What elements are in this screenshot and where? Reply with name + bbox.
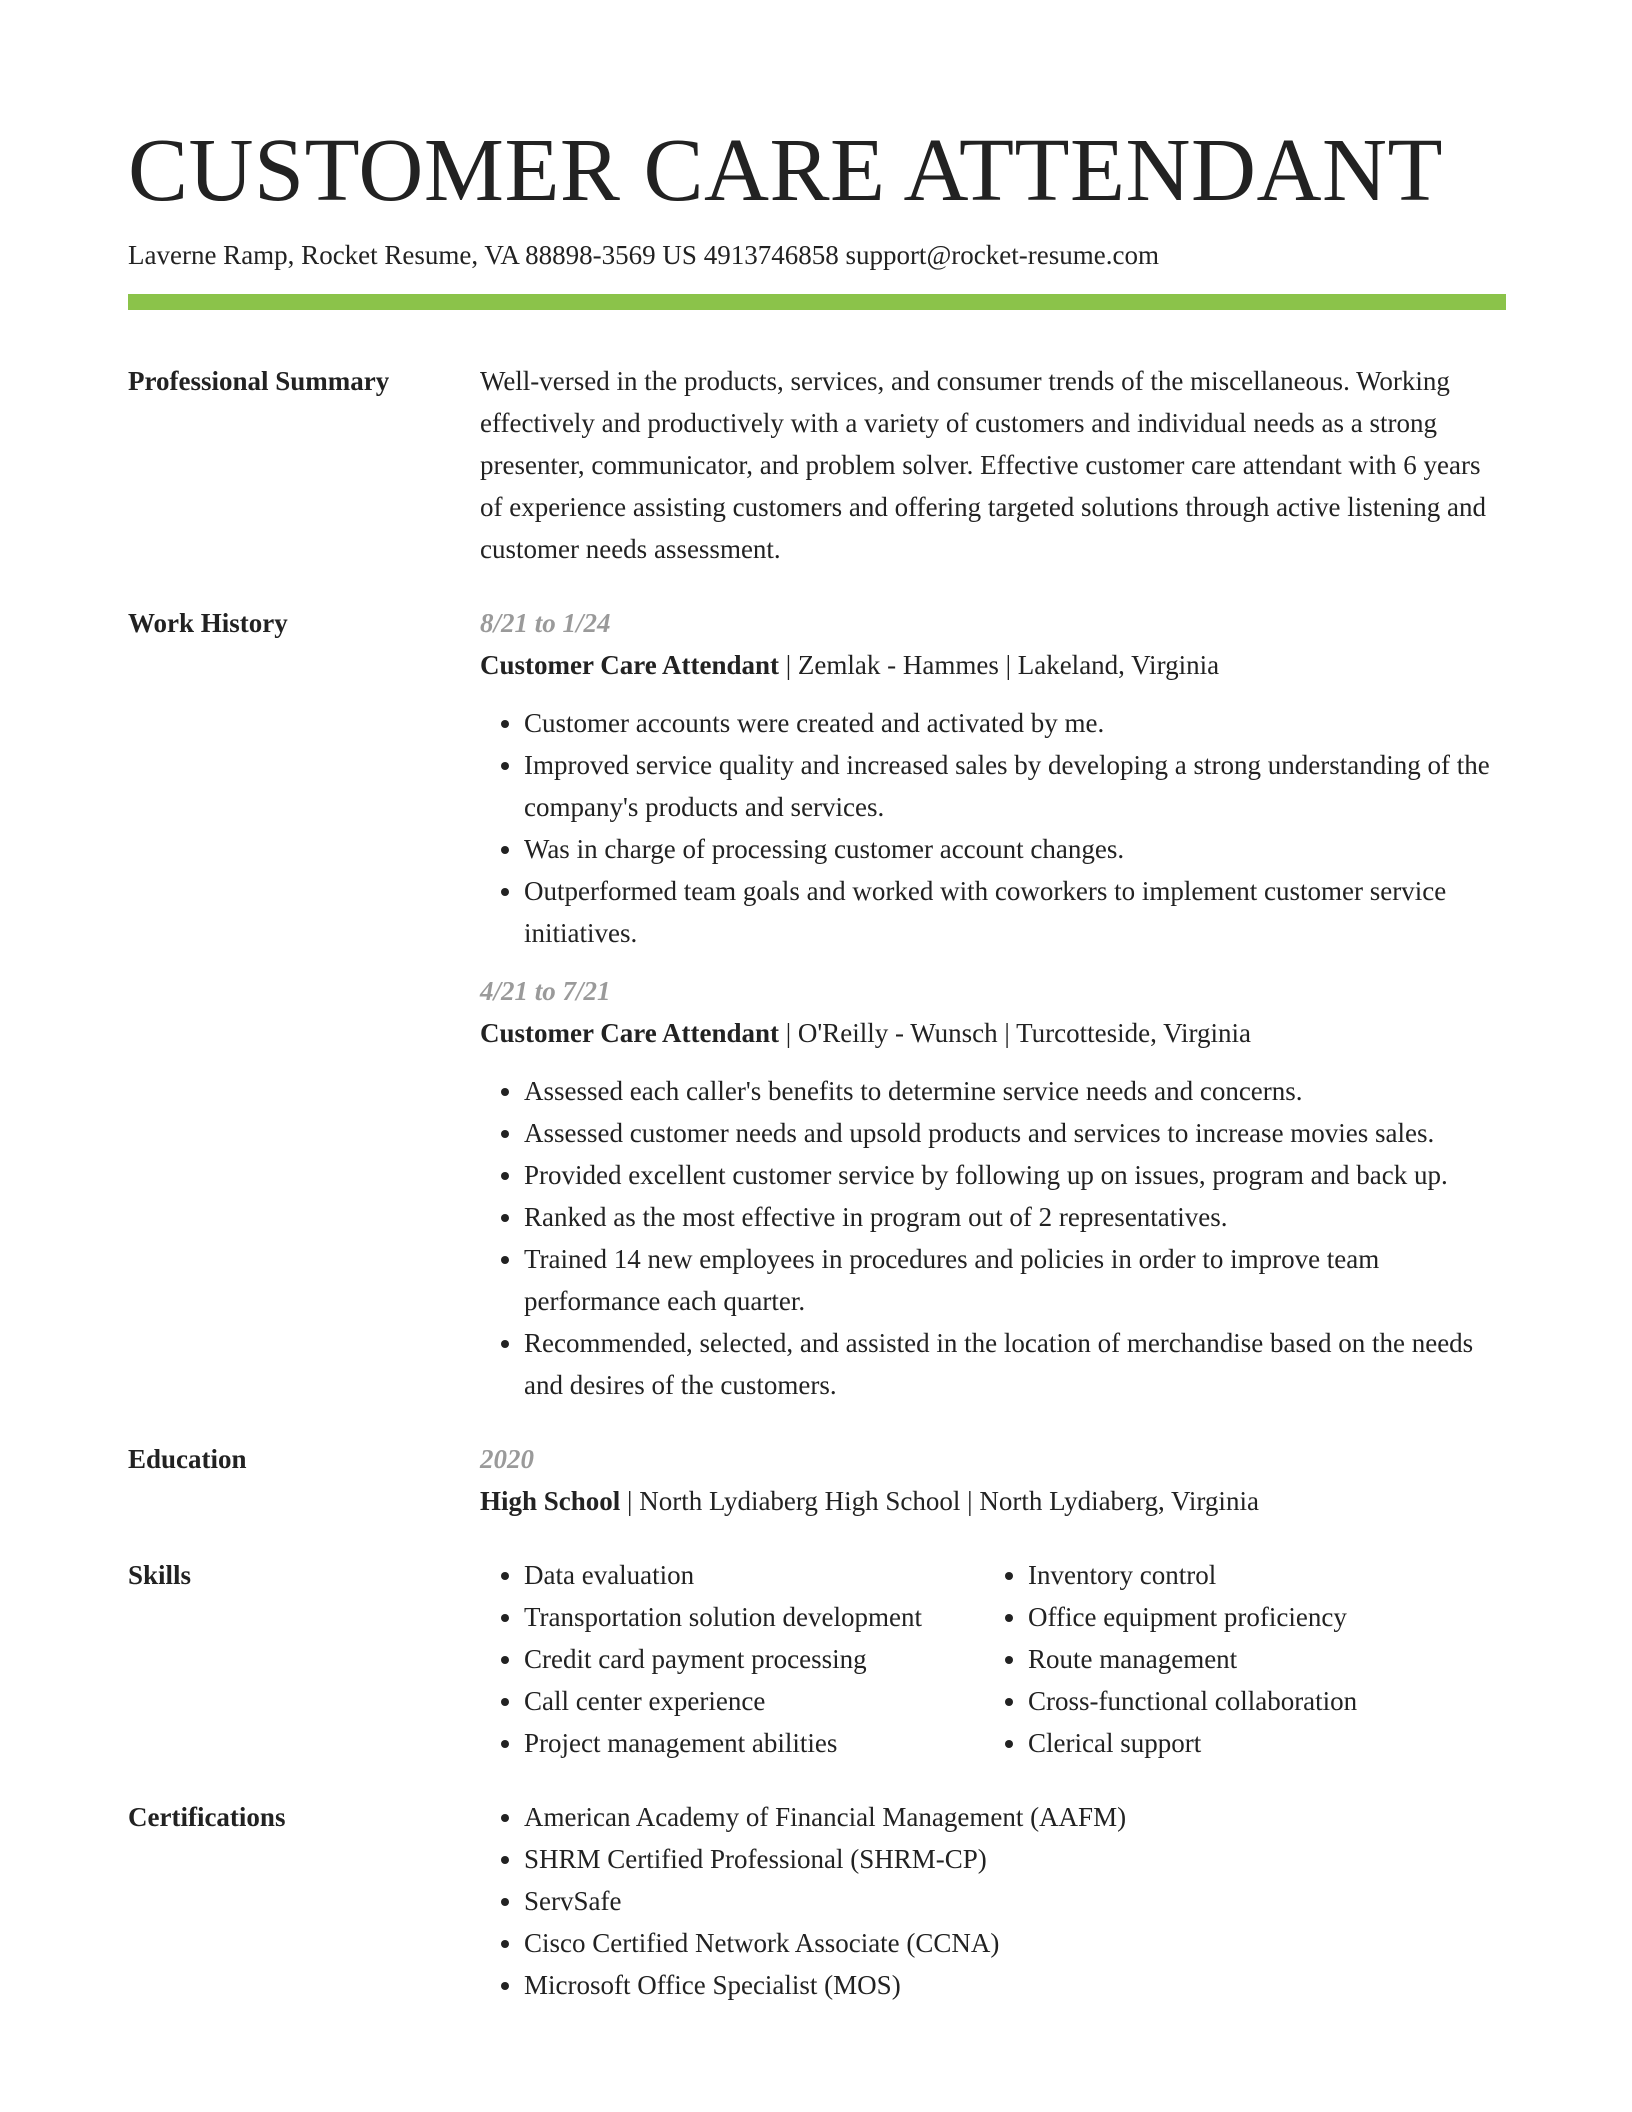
- job-title-line: [480, 1012, 1506, 1054]
- summary-section: [128, 360, 1506, 570]
- list-item: • Inventory control: [1028, 1554, 1506, 1596]
- job-bullets: [480, 702, 1506, 954]
- skills-columns: [480, 1554, 1506, 1764]
- list-item: • SHRM Certified Professional (SHRM-CP): [524, 1838, 1506, 1880]
- section-body: [480, 602, 1506, 1406]
- job-employer-location: | O'Reilly - Wunsch | Turcotteside, Virginia: [778, 1018, 1251, 1048]
- list-item: • Provided excellent customer service by following up on issues, program and back up.: [524, 1154, 1506, 1196]
- education-school-location: | North Lydiaberg High School | North Lydiaberg, Virginia: [620, 1486, 1259, 1516]
- summary-text: Well-versed in the products, services, and consumer trends of the miscellaneous. Working effectively and productively with a variety of customers and individual needs as a strong presenter, communicator, and problem solver. Effective customer care attendant with 6 years of experience assisting customers and offering targeted solutions through active listening and customer needs assessment.: [480, 366, 1487, 564]
- section-heading: Certifications: [128, 1802, 286, 1832]
- list-item: • Credit card payment processing: [524, 1638, 984, 1680]
- skills-section: [128, 1554, 1506, 1764]
- list-item: • Ranked as the most effective in program out of 2 representatives.: [524, 1196, 1506, 1238]
- job-role: Customer Care Attendant: [480, 650, 779, 680]
- certifications-section: [128, 1796, 1506, 2006]
- section-heading: Skills: [128, 1560, 192, 1590]
- job-entry: [480, 602, 1506, 954]
- list-item: • Recommended, selected, and assisted in the location of merchandise based on the needs and desires of the customers.: [524, 1322, 1506, 1406]
- education-line: [480, 1480, 1506, 1522]
- list-item: • Customer accounts were created and activated by me.: [524, 702, 1506, 744]
- list-item: • Project management abilities: [524, 1722, 984, 1764]
- section-body: [480, 360, 1506, 570]
- list-item: • American Academy of Financial Management (AAFM): [524, 1796, 1506, 1838]
- list-item: • Assessed customer needs and upsold products and services to increase movies sales.: [524, 1112, 1506, 1154]
- list-item: • Data evaluation: [524, 1554, 984, 1596]
- list-item: • Trained 14 new employees in procedures and policies in order to improve team performance each quarter.: [524, 1238, 1506, 1322]
- job-dates: 8/21 to 1/24: [480, 608, 611, 638]
- resume-title: CUSTOMER CARE ATTENDANT: [128, 121, 1443, 220]
- skills-list-left: [480, 1554, 984, 1764]
- list-item: • Outperformed team goals and worked with coworkers to implement customer service initiatives.: [524, 870, 1506, 954]
- resume-page: [128, 0, 1506, 2006]
- list-item: • Office equipment proficiency: [1028, 1596, 1506, 1638]
- job-employer-location: | Zemlak - Hammes | Lakeland, Virginia: [778, 650, 1220, 680]
- list-item: • Transportation solution development: [524, 1596, 984, 1638]
- job-role: Customer Care Attendant: [480, 1018, 779, 1048]
- education-degree: High School: [480, 1486, 621, 1516]
- section-body: [480, 1554, 1506, 1764]
- certifications-list: [480, 1796, 1506, 2006]
- list-item: • Clerical support: [1028, 1722, 1506, 1764]
- job-title-line: [480, 644, 1506, 686]
- list-item: • Cisco Certified Network Associate (CCNA): [524, 1922, 1506, 1964]
- list-item: • Microsoft Office Specialist (MOS): [524, 1964, 1506, 2006]
- skills-list-right: [984, 1554, 1506, 1764]
- list-item: • ServSafe: [524, 1880, 1506, 1922]
- list-item: • Was in charge of processing customer account changes.: [524, 828, 1506, 870]
- job-bullets: [480, 1070, 1506, 1406]
- section-body: [480, 1438, 1506, 1522]
- list-item: • Cross-functional collaboration: [1028, 1680, 1506, 1722]
- section-heading: Education: [128, 1444, 247, 1474]
- education-year: 2020: [480, 1444, 534, 1474]
- list-item: • Improved service quality and increased sales by developing a strong understanding of the company's products and services.: [524, 744, 1506, 828]
- section-heading: Work History: [128, 608, 288, 638]
- header-divider: [128, 294, 1506, 310]
- section-body: [480, 1796, 1506, 2006]
- contact-line: Laverne Ramp, Rocket Resume, VA 88898-3569 US 4913746858 support@rocket-resume.com: [128, 240, 1159, 270]
- work-history-section: [128, 602, 1506, 1406]
- job-entry: [480, 970, 1506, 1406]
- list-item: • Route management: [1028, 1638, 1506, 1680]
- list-item: • Call center experience: [524, 1680, 984, 1722]
- list-item: • Assessed each caller's benefits to determine service needs and concerns.: [524, 1070, 1506, 1112]
- section-heading: Professional Summary: [128, 366, 390, 396]
- job-dates: 4/21 to 7/21: [480, 976, 611, 1006]
- education-section: [128, 1438, 1506, 1522]
